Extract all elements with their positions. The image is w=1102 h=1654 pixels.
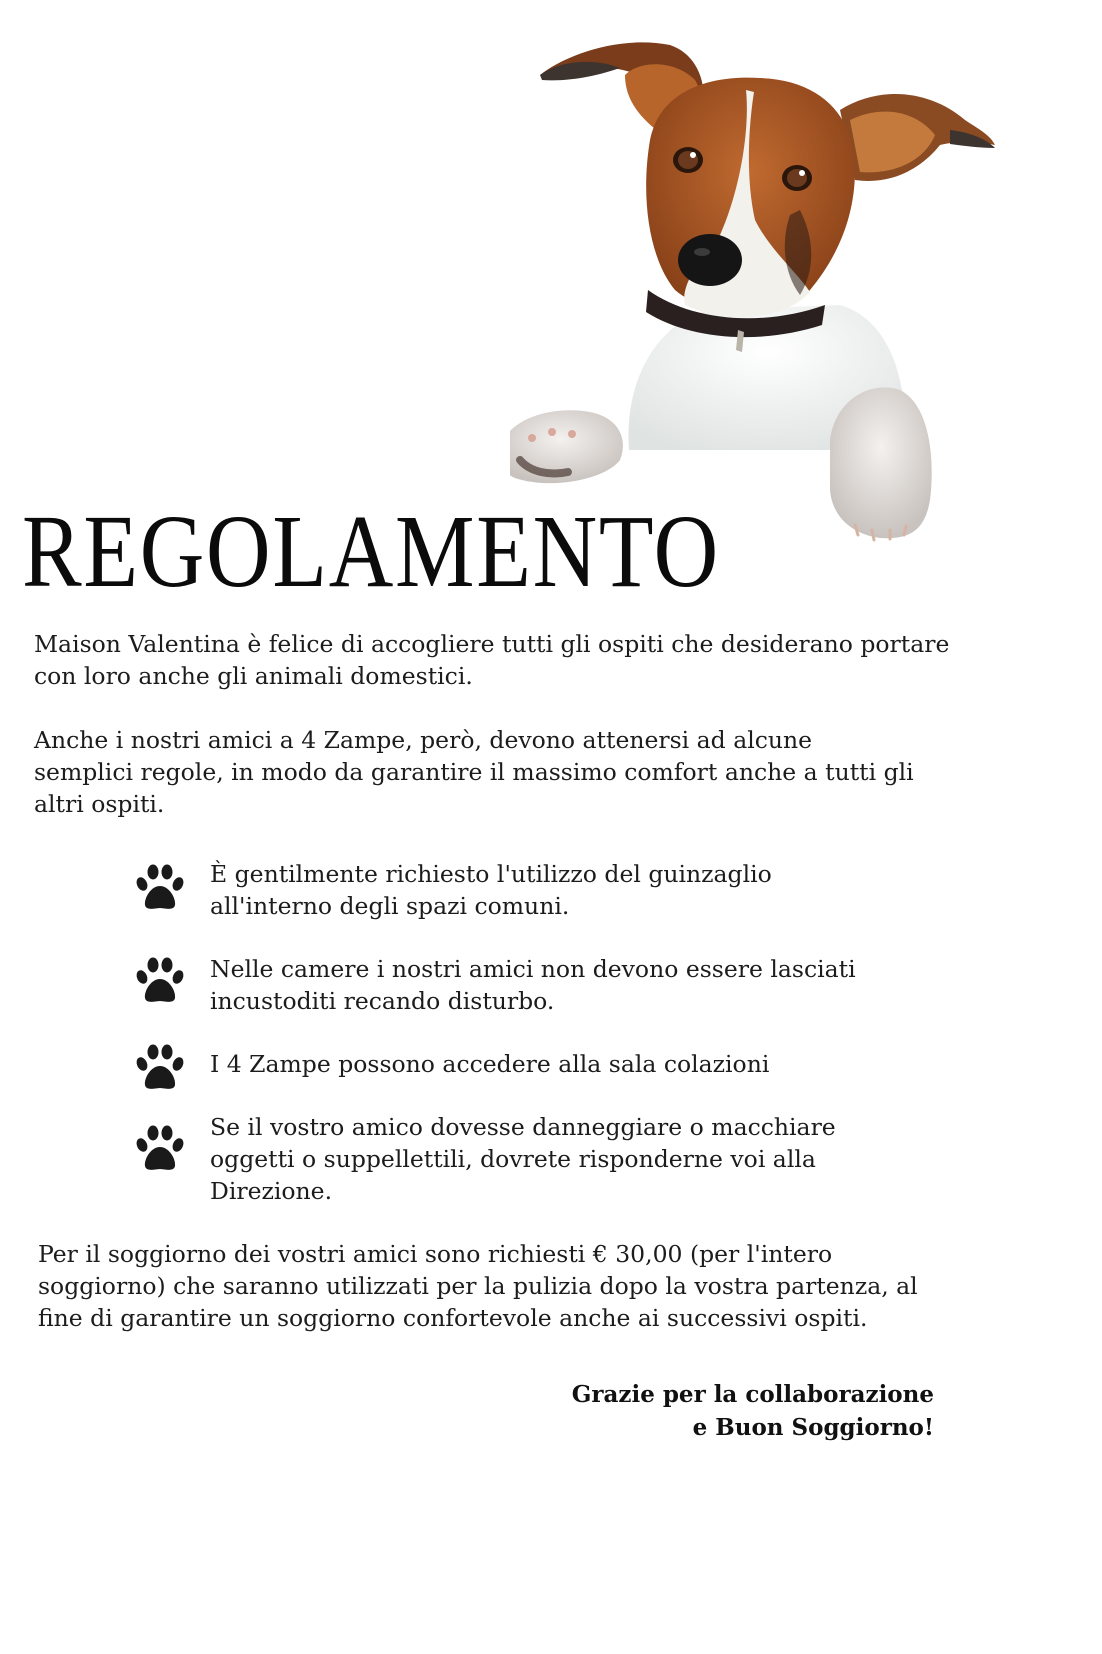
rule-text: Nelle camere i nostri amici non devono essere lasciati incustoditi recando disturbo. (210, 955, 856, 1015)
paw-print-icon (134, 955, 186, 1007)
fee-notice: Per il soggiorno dei vostri amici sono richiesti € 30,00 (per l'intero soggiorno) che saranno utilizzati per la pulizia dopo la vostra partenza, al fine di garantire un soggiorno confortevole anche ai successivi ospiti. (38, 1240, 918, 1332)
rule-item (130, 1048, 890, 1080)
paw-print-icon (134, 862, 186, 914)
paw-print-icon (134, 1123, 186, 1175)
rule-item (130, 953, 890, 1017)
intro-paragraph-welcome: Maison Valentina è felice di accogliere tutti gli ospiti che desiderano portare con loro anche gli animali domestici. (34, 630, 950, 690)
closing-line-greeting: e Buon Soggiorno! (692, 1414, 934, 1441)
rule-item (130, 858, 890, 922)
rule-item (130, 1111, 890, 1207)
closing-line-thanks: Grazie per la collaborazione (571, 1381, 934, 1408)
rule-text: Se il vostro amico dovesse danneggiare o macchiare oggetti o suppellettili, dovrete risponderne voi alla Direzione. (210, 1113, 836, 1205)
paw-print-icon (134, 1042, 186, 1094)
rules-list (130, 858, 890, 1207)
page-title: REGOLAMENTO (22, 494, 720, 609)
intro-paragraph-rules: Anche i nostri amici a 4 Zampe, però, devono attenersi ad alcune semplici regole, in modo da garantire il massimo comfort anche a tutti gli altri ospiti. (34, 726, 914, 818)
rule-text: È gentilmente richiesto l'utilizzo del guinzaglio all'interno degli spazi comuni. (210, 860, 772, 920)
closing-signature (572, 1378, 934, 1444)
rule-text: I 4 Zampe possono accedere alla sala colazioni (210, 1050, 770, 1078)
